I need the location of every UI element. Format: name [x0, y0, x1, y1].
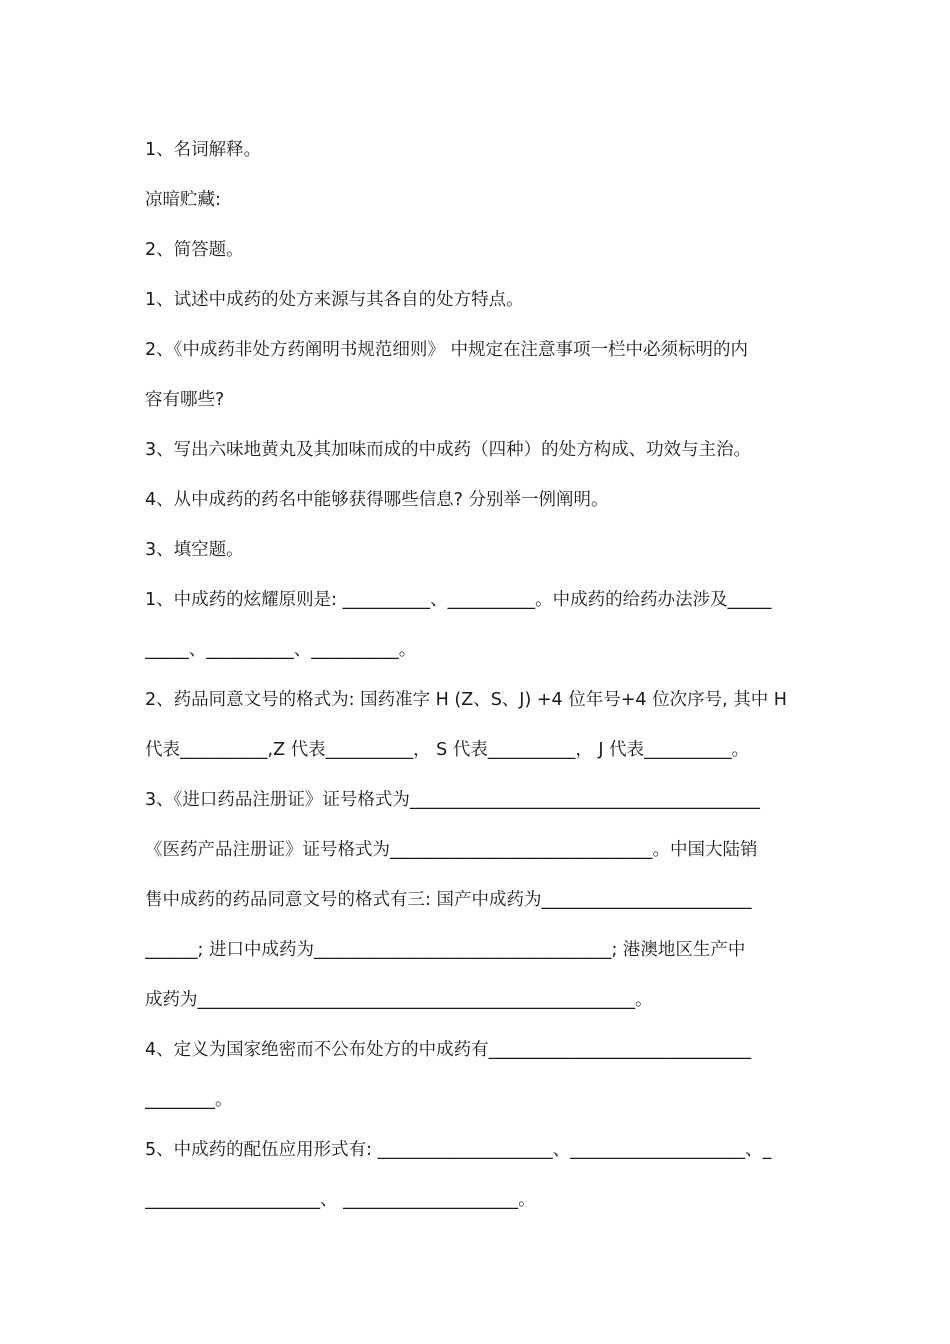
section-heading-short-answer: 2、简答题。: [145, 240, 244, 260]
fill-blank-line: 4、定义为国家绝密而不公布处方的中成药有______________________________: [145, 1040, 752, 1060]
fill-blank-line: 1、中成药的炫耀原则是: __________、__________。中成药的给药办法涉及_____: [145, 590, 772, 610]
fill-blank-line: 售中成药的药品同意文号的格式有三: 国产中成药为________________________: [145, 890, 752, 910]
question-line: 1、试述中成药的处方来源与其各自的处方特点。: [145, 290, 524, 310]
question-line: 4、从中成药的药名中能够获得哪些信息? 分别举一例阐明。: [145, 490, 609, 510]
fill-blank-line: 《医药产品注册证》证号格式为______________________________。中国大陆销: [145, 840, 758, 860]
fill-blank-line: 成药为__________________________________________________。: [145, 990, 653, 1010]
fill-blank-line: 5、中成药的配伍应用形式有: ____________________、____________________、_: [145, 1140, 772, 1160]
section-heading-definitions: 1、名词解释。: [145, 140, 262, 160]
fill-blank-line: ____________________、 ____________________。: [145, 1190, 536, 1210]
question-line: 容有哪些?: [145, 390, 225, 410]
fill-blank-line: ______; 进口中成药为__________________________________; 港澳地区生产中: [145, 940, 746, 960]
fill-blank-line: _____、__________、__________。: [145, 640, 417, 660]
fill-blank-line: 2、药品同意文号的格式为: 国药准字 H (Z、S、J) +4 位年号+4 位次序号, 其中 H: [145, 690, 787, 710]
term-item: 凉暗贮藏:: [145, 190, 221, 210]
fill-blank-line: 代表__________,Z 代表__________， S 代表__________， J 代表__________。: [145, 740, 750, 760]
fill-blank-line: ________。: [145, 1090, 233, 1110]
question-line: 2、《中成药非处方药阐明书规范细则》 中规定在注意事项一栏中必须标明的内: [145, 340, 748, 360]
section-heading-fill-blank: 3、填空题。: [145, 540, 244, 560]
question-line: 3、写出六味地黄丸及其加味而成的中成药（四种）的处方构成、功效与主治。: [145, 440, 752, 460]
fill-blank-line: 3、《进口药品注册证》证号格式为________________________________________: [145, 790, 760, 810]
